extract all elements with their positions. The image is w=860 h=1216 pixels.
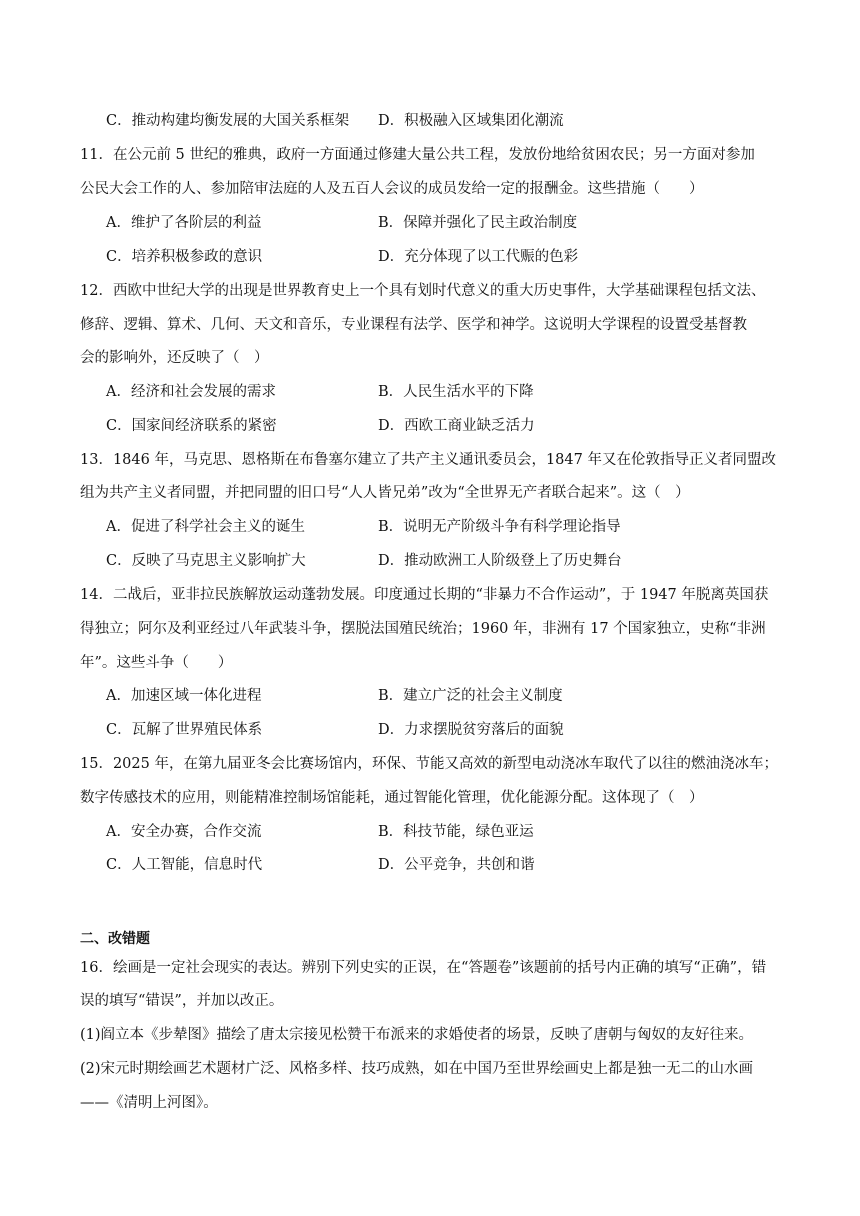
q11-stem-line1: 11．在公元前 5 世纪的雅典，政府一方面通过修建大量公共工程，发放份地给贫困农民；另一方面对参加	[80, 147, 755, 163]
section-heading: 二、改错题	[80, 931, 150, 947]
q16-stem-line2: 误的填写“错误”，并加以改正。	[80, 993, 284, 1009]
q13-stem-line1: 13．1846 年，马克思、恩格斯在布鲁塞尔建立了共产主义通讯委员会，1847 年又在伦敦指导正义者同盟改	[80, 452, 776, 468]
q13-stem-line2: 组为共产主义者同盟，并把同盟的旧口号“人人皆兄弟”改为“全世界无产者联合起来”。这（ ）	[80, 485, 690, 501]
q14-stem-line2: 得独立；阿尔及利亚经过八年武装斗争，摆脱法国殖民统治；1960 年，非洲有 17 个国家独立，史称“非洲	[80, 621, 766, 637]
q15-option-b: B．科技节能，绿色亚运	[378, 824, 534, 840]
q14-stem-line1: 14．二战后，亚非拉民族解放运动蓬勃发展。印度通过长期的“非暴力不合作运动”，于 1947 年脱离英国获	[80, 587, 769, 603]
q12-option-d: D．西欧工商业缺乏活力	[378, 418, 535, 434]
q14-option-b: B．建立广泛的社会主义制度	[378, 688, 563, 704]
q12-stem-line2: 修辞、逻辑、算术、几何、天文和音乐，专业课程有法学、医学和神学。这说明大学课程的设置受基督教	[80, 317, 747, 333]
q14-option-a: A．加速区域一体化进程	[106, 688, 262, 704]
q13-option-a: A．促进了科学社会主义的诞生	[106, 519, 305, 535]
q16-item2-line1: (2)宋元时期绘画艺术题材广泛、风格多样、技巧成熟，如在中国乃至世界绘画史上都是独一无二的山水画	[80, 1061, 754, 1077]
q11-option-d: D．充分体现了以工代赈的色彩	[378, 249, 579, 265]
q15-stem-line1: 15．2025 年，在第九届亚冬会比赛场馆内，环保、节能又高效的新型电动浇冰车取代了以往的燃油浇冰车；	[80, 756, 778, 772]
q11-option-c: C．培养积极参政的意识	[106, 249, 263, 265]
q15-stem-line2: 数字传感技术的应用，则能精准控制场馆能耗，通过智能化管理，优化能源分配。这体现了（ ）	[80, 790, 704, 806]
q11-option-b: B．保障并强化了民主政治制度	[378, 215, 578, 231]
q13-option-d: D．推动欧洲工人阶级登上了历史舞台	[378, 553, 622, 569]
q13-option-b: B．说明无产阶级斗争有科学理论指导	[378, 519, 621, 535]
q15-option-a: A．安全办赛，合作交流	[106, 824, 262, 840]
q15-option-c: C．人工智能，信息时代	[106, 857, 263, 873]
q10-option-d: D．积极融入区域集团化潮流	[378, 113, 564, 129]
q14-stem-line3: 年”。这些斗争（ ）	[80, 655, 233, 671]
q14-option-c: C．瓦解了世界殖民体系	[106, 722, 263, 738]
q13-option-c: C．反映了马克思主义影响扩大	[106, 553, 306, 569]
q12-option-c: C．国家间经济联系的紧密	[106, 418, 277, 434]
q12-stem-line3: 会的影响外，还反映了（ ）	[80, 350, 269, 366]
q10-option-c: C．推动构建均衡发展的大国关系框架	[106, 113, 350, 129]
q16-item1: (1)阎立本《步辇图》描绘了唐太宗接见松赞干布派来的求婚使者的场景，反映了唐朝与匈奴的友好往来。	[80, 1027, 754, 1043]
q12-option-a: A．经济和社会发展的需求	[106, 384, 276, 400]
q12-option-b: B．人民生活水平的下降	[378, 384, 534, 400]
q14-option-d: D．力求摆脱贫穷落后的面貌	[378, 722, 564, 738]
q12-stem-line1: 12．西欧中世纪大学的出现是世界教育史上一个具有划时代意义的重大历史事件，大学基础课程包括文法、	[80, 283, 766, 299]
q11-option-a: A．维护了各阶层的利益	[106, 215, 262, 231]
q15-option-d: D．公平竞争，共创和谐	[378, 857, 535, 873]
q16-stem-line1: 16．绘画是一定社会现实的表达。辨别下列史实的正误，在“答题卷”该题前的括号内正确的填写“正确”，错	[80, 960, 767, 976]
q16-item2-line2: ——《清明上河图》。	[80, 1095, 218, 1111]
q11-stem-line2: 公民大会工作的人、参加陪审法庭的人及五百人会议的成员发给一定的报酬金。这些措施（ ）	[80, 181, 704, 197]
